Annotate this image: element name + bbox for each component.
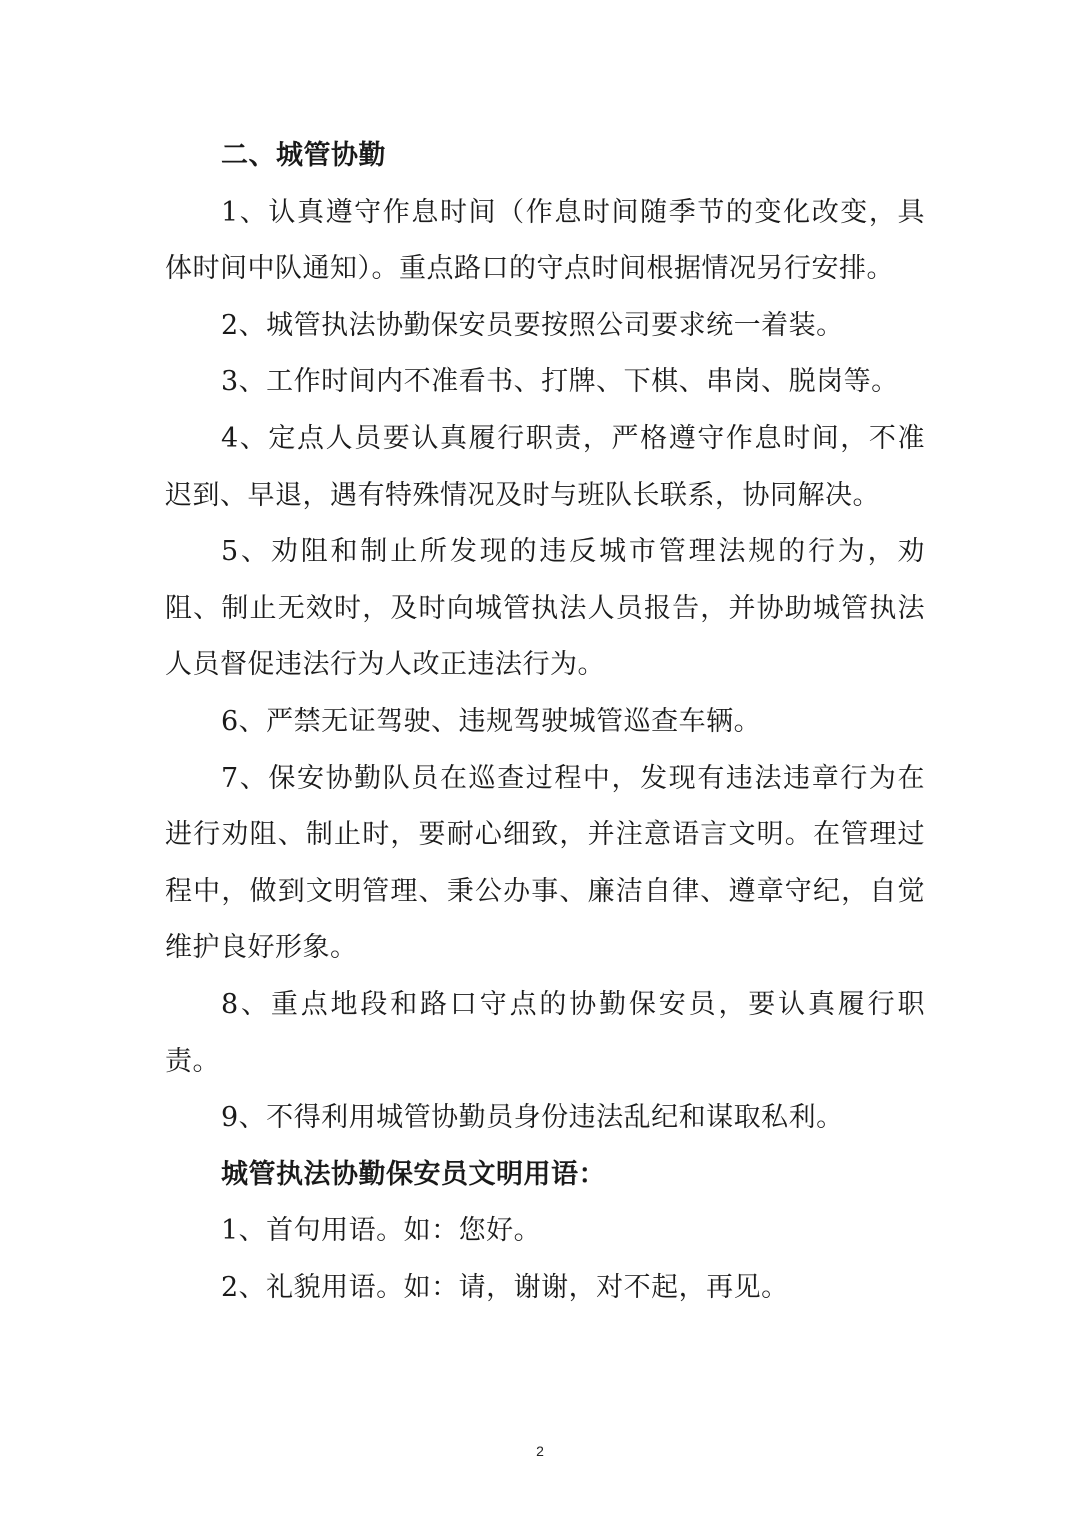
rule-item-1: 1、认真遵守作息时间（作息时间随季节的变化改变，具体时间中队通知）。重点路口的守点时间根据情况另行安排。 (165, 196, 925, 285)
rule-item-7: 7、保安协勤队员在巡查过程中，发现有违法违章行为在进行劝阻、制止时，要耐心细致，并注意语言文明。在管理过程中，做到文明管理、秉公办事、廉洁自律、遵章守纪，自觉维护良好形象。 (165, 762, 925, 964)
rule-item-8: 8、重点地段和路口守点的协勤保安员，要认真履行职责。 (165, 988, 925, 1077)
rule-item-6: 6、严禁无证驾驶、违规驾驶城管巡查车辆。 (221, 705, 762, 737)
phrase-item-2: 2、礼貌用语。如：请，谢谢，对不起，再见。 (221, 1271, 789, 1303)
rule-item-9: 9、不得利用城管协勤员身份违法乱纪和谋取私利。 (221, 1102, 844, 1134)
rule-item-4: 4、定点人员要认真履行职责，严格遵守作息时间，不准迟到、早退，遇有特殊情况及时与班队长联系，协同解决。 (165, 422, 925, 511)
page-number: 2 (536, 1443, 544, 1459)
phrase-item-1: 1、首句用语。如：您好。 (221, 1215, 542, 1247)
rule-item-3: 3、工作时间内不准看书、打牌、下棋、串岗、脱岗等。 (221, 366, 899, 398)
rule-item-5: 5、劝阻和制止所发现的违反城市管理法规的行为，劝阻、制止无效时，及时向城管执法人员报告，并协助城管执法人员督促违法行为人改正违法行为。 (165, 536, 925, 681)
section-heading: 二、城管协勤 (221, 140, 386, 171)
rule-item-2: 2、城管执法协勤保安员要按照公司要求统一着装。 (221, 309, 844, 341)
document-body (165, 128, 925, 1316)
phrases-subheading: 城管执法协勤保安员文明用语： (221, 1158, 606, 1190)
